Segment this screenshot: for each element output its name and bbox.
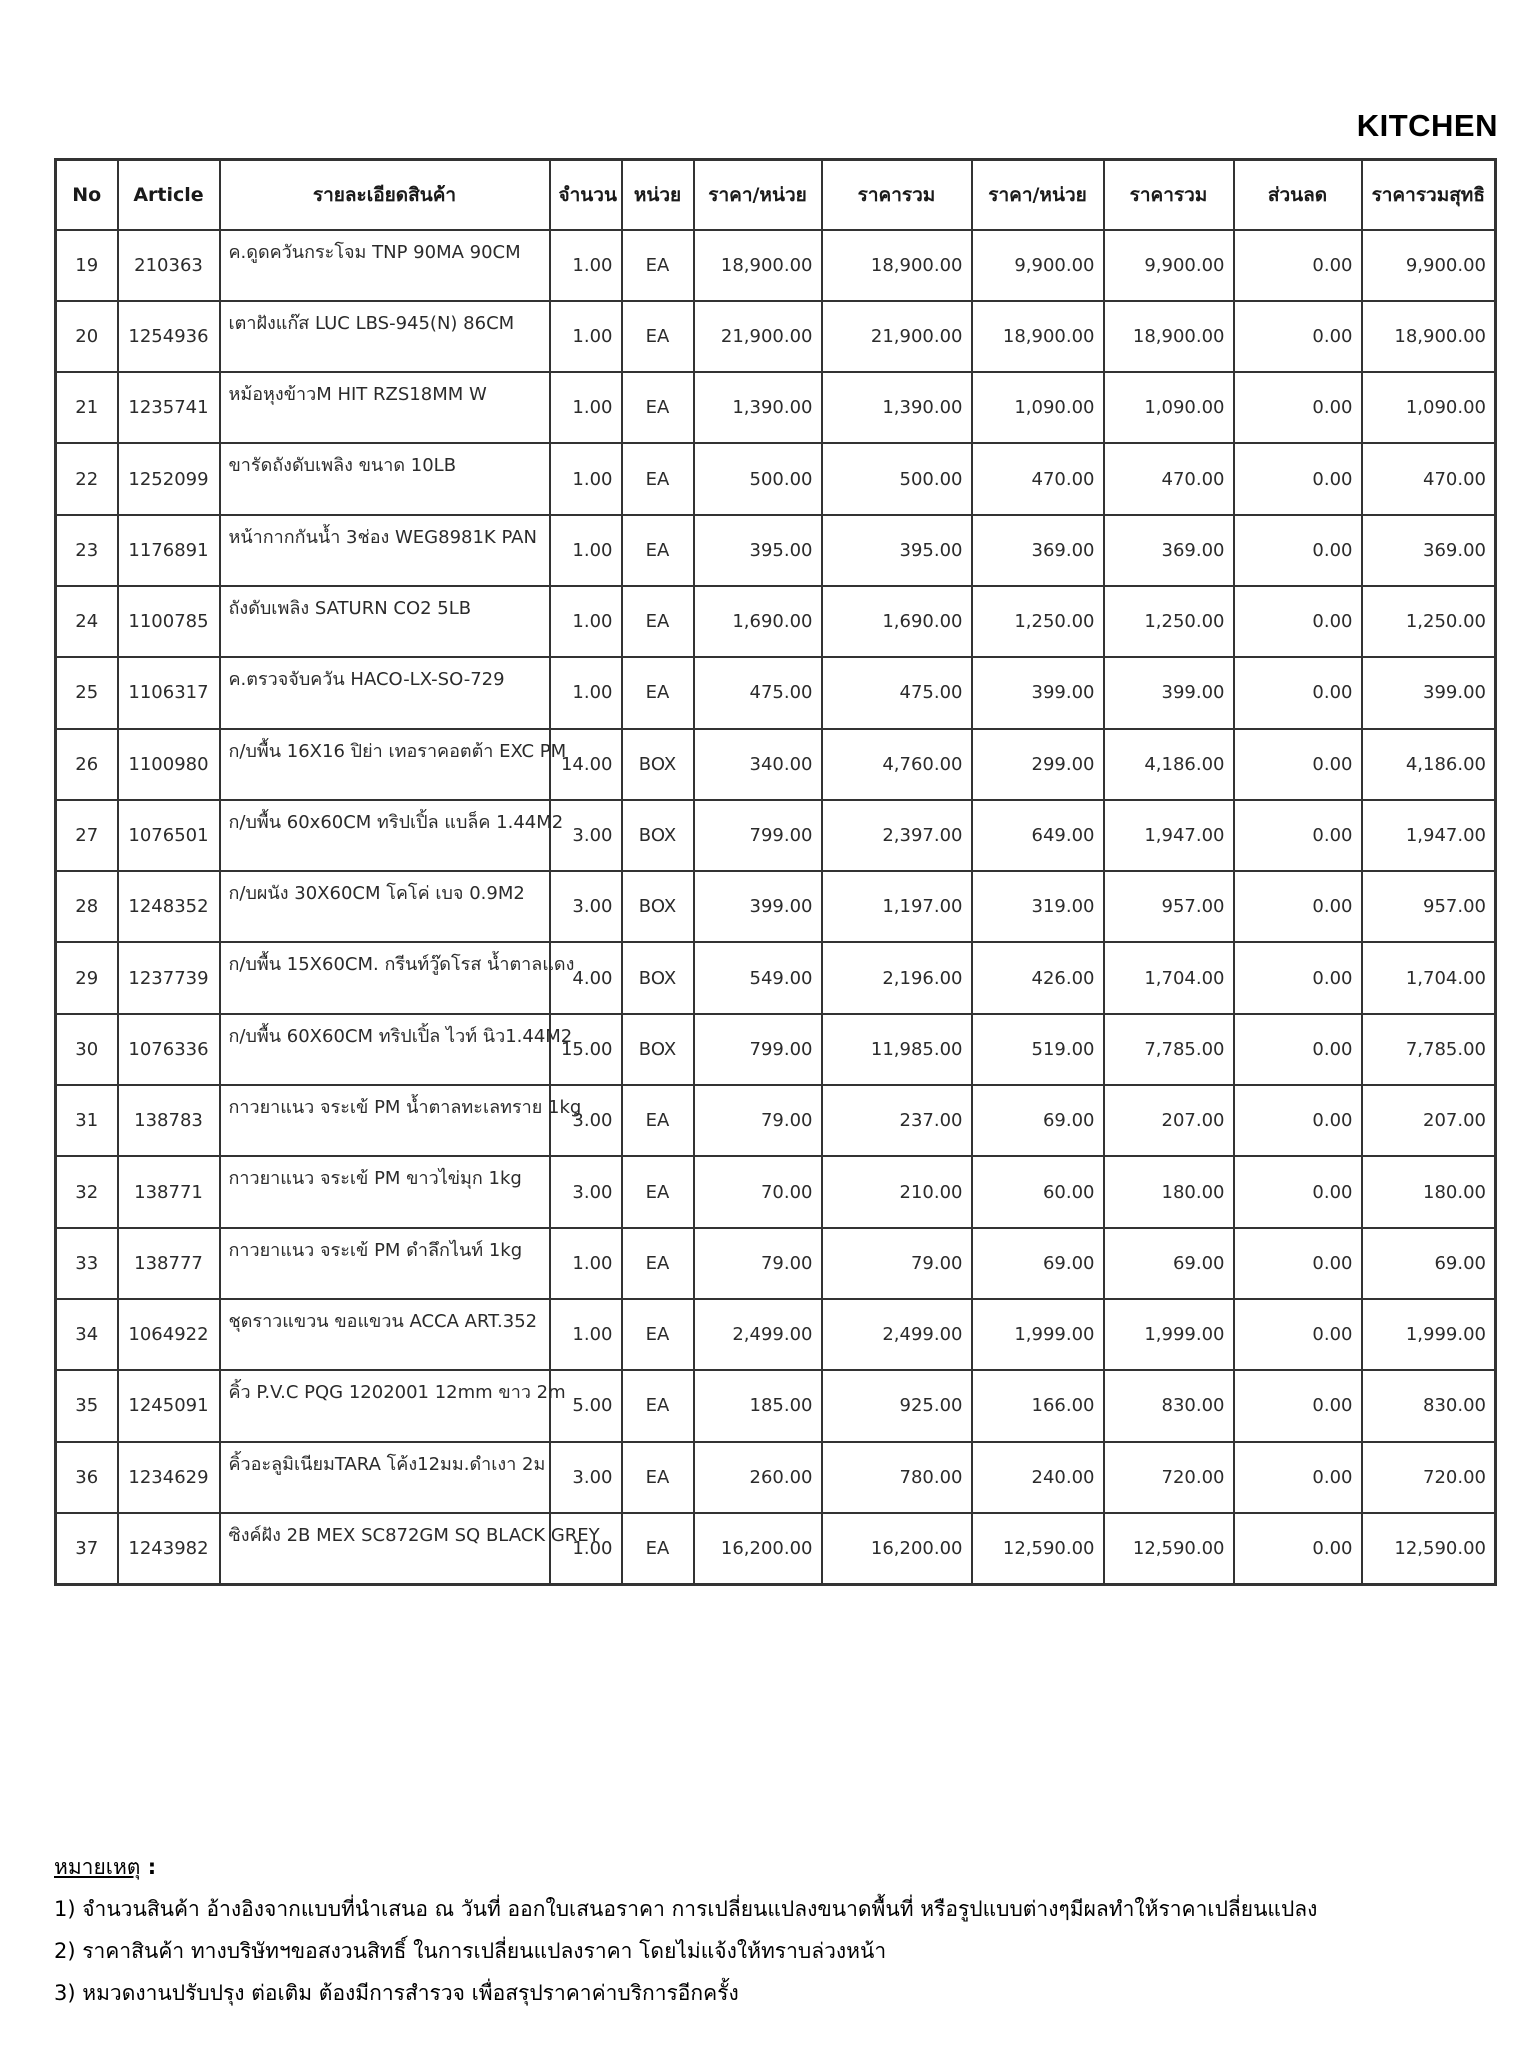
cell-unit: EA [622,515,694,586]
cell-net-total: 1,947.00 [1362,800,1496,871]
header-quantity: จำนวน [550,160,622,230]
cell-quantity: 1.00 [550,1513,622,1584]
cell-total: 500.00 [822,443,972,514]
cell-unit-price-2: 649.00 [972,800,1104,871]
cell-unit-price: 260.00 [694,1442,822,1513]
cell-total: 16,200.00 [822,1513,972,1584]
cell-total: 475.00 [822,657,972,728]
cell-total-2: 4,186.00 [1104,729,1234,800]
cell-net-total: 7,785.00 [1362,1014,1496,1085]
cell-discount: 0.00 [1234,1228,1362,1299]
table-row [56,729,1496,800]
cell-total: 21,900.00 [822,301,972,372]
cell-no: 29 [56,942,118,1013]
cell-net-total: 1,250.00 [1362,586,1496,657]
cell-no: 28 [56,871,118,942]
cell-unit: EA [622,443,694,514]
cell-total: 2,196.00 [822,942,972,1013]
cell-total: 79.00 [822,1228,972,1299]
cell-total-2: 1,704.00 [1104,942,1234,1013]
cell-unit: EA [622,301,694,372]
cell-unit: EA [622,1442,694,1513]
cell-unit-price-2: 60.00 [972,1156,1104,1227]
cell-article: 1176891 [118,515,220,586]
cell-description: ชุดราวแขวน ขอแขวน ACCA ART.352 [220,1299,550,1370]
cell-discount: 0.00 [1234,1513,1362,1584]
cell-net-total: 1,704.00 [1362,942,1496,1013]
cell-discount: 0.00 [1234,800,1362,871]
note-line-2: 2) ราคาสินค้า ทางบริษัทฯขอสงวนสิทธิ์ ในการเปลี่ยนแปลงราคา โดยไม่แจ้งให้ทราบล่วงหน้า [54,1939,887,1963]
table-row [56,230,1496,301]
cell-unit-price-2: 1,090.00 [972,372,1104,443]
cell-no: 32 [56,1156,118,1227]
cell-total: 11,985.00 [822,1014,972,1085]
cell-description: ซิงค์ฝัง 2B MEX SC872GM SQ BLACK GREY [220,1513,550,1584]
cell-quantity: 4.00 [550,942,622,1013]
cell-unit: EA [622,657,694,728]
cell-description: กาวยาแนว จระเข้ PM น้ำตาลทะเลทราย 1kg [220,1085,550,1156]
cell-discount: 0.00 [1234,942,1362,1013]
cell-unit: EA [622,1156,694,1227]
cell-total-2: 180.00 [1104,1156,1234,1227]
cell-net-total: 1,090.00 [1362,372,1496,443]
cell-unit-price-2: 470.00 [972,443,1104,514]
cell-unit: EA [622,1513,694,1584]
cell-description: คิ้ว P.V.C PQG 1202001 12mm ขาว 2m [220,1370,550,1441]
cell-net-total: 957.00 [1362,871,1496,942]
cell-article: 1064922 [118,1299,220,1370]
cell-quantity: 1.00 [550,657,622,728]
note-line-3: 3) หมวดงานปรับปรุง ต่อเติม ต้องมีการสำรวจ เพื่อสรุปราคาค่าบริการอีกครั้ง [54,1981,739,2005]
header-unit-price: ราคา/หน่วย [694,160,822,230]
cell-net-total: 830.00 [1362,1370,1496,1441]
table-row [56,1370,1496,1441]
cell-unit: EA [622,1370,694,1441]
cell-description: ก/บผนัง 30X60CM โคโค่ เบจ 0.9M2 [220,871,550,942]
cell-article: 1237739 [118,942,220,1013]
cell-net-total: 369.00 [1362,515,1496,586]
cell-total-2: 207.00 [1104,1085,1234,1156]
cell-total: 1,197.00 [822,871,972,942]
cell-discount: 0.00 [1234,301,1362,372]
cell-unit-price: 1,390.00 [694,372,822,443]
cell-description: กาวยาแนว จระเข้ PM ขาวไข่มุก 1kg [220,1156,550,1227]
cell-discount: 0.00 [1234,1442,1362,1513]
cell-net-total: 4,186.00 [1362,729,1496,800]
cell-unit-price: 1,690.00 [694,586,822,657]
cell-total-2: 720.00 [1104,1442,1234,1513]
table-row [56,800,1496,871]
cell-total: 395.00 [822,515,972,586]
cell-article: 1076336 [118,1014,220,1085]
cell-unit: EA [622,1085,694,1156]
cell-quantity: 5.00 [550,1370,622,1441]
cell-article: 1076501 [118,800,220,871]
cell-unit: BOX [622,871,694,942]
cell-discount: 0.00 [1234,1299,1362,1370]
cell-description: ก/บพื้น 16X16 ปิย่า เทอราคอตต้า EXC PM [220,729,550,800]
cell-quantity: 3.00 [550,1442,622,1513]
table-row [56,1228,1496,1299]
cell-no: 22 [56,443,118,514]
cell-unit-price-2: 240.00 [972,1442,1104,1513]
cell-no: 24 [56,586,118,657]
cell-article: 1234629 [118,1442,220,1513]
table-row [56,657,1496,728]
cell-discount: 0.00 [1234,729,1362,800]
cell-unit-price: 79.00 [694,1085,822,1156]
table-row [56,1442,1496,1513]
cell-article: 1100785 [118,586,220,657]
cell-article: 1100980 [118,729,220,800]
cell-total-2: 18,900.00 [1104,301,1234,372]
cell-discount: 0.00 [1234,1370,1362,1441]
table-row [56,871,1496,942]
cell-article: 138777 [118,1228,220,1299]
cell-unit-price: 70.00 [694,1156,822,1227]
cell-total-2: 9,900.00 [1104,230,1234,301]
cell-unit-price-2: 9,900.00 [972,230,1104,301]
cell-no: 37 [56,1513,118,1584]
cell-article: 1252099 [118,443,220,514]
cell-total-2: 369.00 [1104,515,1234,586]
cell-total-2: 830.00 [1104,1370,1234,1441]
cell-unit-price-2: 399.00 [972,657,1104,728]
table-row [56,301,1496,372]
cell-net-total: 1,999.00 [1362,1299,1496,1370]
cell-unit-price-2: 1,250.00 [972,586,1104,657]
cell-discount: 0.00 [1234,871,1362,942]
cell-unit-price-2: 18,900.00 [972,301,1104,372]
cell-total: 925.00 [822,1370,972,1441]
cell-quantity: 1.00 [550,515,622,586]
table-row [56,586,1496,657]
cell-unit-price: 549.00 [694,942,822,1013]
cell-no: 26 [56,729,118,800]
cell-quantity: 1.00 [550,443,622,514]
cell-unit: EA [622,1299,694,1370]
items-table [54,158,1497,1586]
cell-quantity: 1.00 [550,372,622,443]
cell-total-2: 1,250.00 [1104,586,1234,657]
cell-total: 4,760.00 [822,729,972,800]
cell-no: 31 [56,1085,118,1156]
cell-unit: BOX [622,1014,694,1085]
header-description: รายละเอียดสินค้า [220,160,550,230]
cell-total-2: 7,785.00 [1104,1014,1234,1085]
cell-total: 2,397.00 [822,800,972,871]
cell-discount: 0.00 [1234,586,1362,657]
table-row [56,1014,1496,1085]
cell-total-2: 1,999.00 [1104,1299,1234,1370]
cell-discount: 0.00 [1234,1156,1362,1227]
cell-no: 20 [56,301,118,372]
cell-article: 1254936 [118,301,220,372]
cell-total-2: 12,590.00 [1104,1513,1234,1584]
cell-unit-price-2: 69.00 [972,1228,1104,1299]
cell-unit: EA [622,586,694,657]
cell-unit-price: 799.00 [694,800,822,871]
cell-no: 33 [56,1228,118,1299]
cell-quantity: 1.00 [550,586,622,657]
cell-quantity: 14.00 [550,729,622,800]
cell-unit-price: 185.00 [694,1370,822,1441]
cell-description: กาวยาแนว จระเข้ PM ดำลึกไนท์ 1kg [220,1228,550,1299]
cell-total-2: 1,947.00 [1104,800,1234,871]
cell-discount: 0.00 [1234,443,1362,514]
cell-no: 27 [56,800,118,871]
cell-no: 25 [56,657,118,728]
cell-description: ขารัดถังดับเพลิง ขนาด 10LB [220,443,550,514]
cell-no: 30 [56,1014,118,1085]
cell-unit-price: 2,499.00 [694,1299,822,1370]
cell-description: คิ้วอะลูมิเนียมTARA โค้ง12มม.ดำเงา 2ม [220,1442,550,1513]
header-discount: ส่วนลด [1234,160,1362,230]
cell-unit-price: 79.00 [694,1228,822,1299]
header-net-total: ราคารวมสุทธิ [1362,160,1496,230]
cell-total-2: 470.00 [1104,443,1234,514]
cell-total: 1,690.00 [822,586,972,657]
cell-no: 19 [56,230,118,301]
cell-total-2: 399.00 [1104,657,1234,728]
cell-total: 210.00 [822,1156,972,1227]
cell-description: ถังดับเพลิง SATURN CO2 5LB [220,586,550,657]
cell-unit-price-2: 369.00 [972,515,1104,586]
table-header-row [56,160,1496,230]
cell-unit-price: 395.00 [694,515,822,586]
note-line-1: 1) จำนวนสินค้า อ้างอิงจากแบบที่นำเสนอ ณ วันที่ ออกใบเสนอราคา การเปลี่ยนแปลงขนาดพื้นที่ หรือรูปแบบต่างๆมีผลทำให้ราคาเปลี่ยนแปลง [54,1897,1318,1921]
cell-description: ค.ดูดควันกระโจม TNP 90MA 90CM [220,230,550,301]
header-total-2: ราคารวม [1104,160,1234,230]
cell-no: 35 [56,1370,118,1441]
cell-unit-price: 475.00 [694,657,822,728]
cell-total: 237.00 [822,1085,972,1156]
cell-discount: 0.00 [1234,1014,1362,1085]
cell-quantity: 1.00 [550,301,622,372]
cell-unit-price-2: 12,590.00 [972,1513,1104,1584]
cell-unit-price: 18,900.00 [694,230,822,301]
cell-unit-price: 16,200.00 [694,1513,822,1584]
table-row [56,1299,1496,1370]
cell-article: 1245091 [118,1370,220,1441]
cell-discount: 0.00 [1234,1085,1362,1156]
cell-net-total: 470.00 [1362,443,1496,514]
notes-section [54,1846,1494,2014]
cell-description: หม้อหุงข้าวM HIT RZS18MM W [220,372,550,443]
section-title: KITCHEN [1356,108,1498,143]
cell-no: 34 [56,1299,118,1370]
cell-unit-price-2: 166.00 [972,1370,1104,1441]
cell-net-total: 720.00 [1362,1442,1496,1513]
cell-quantity: 3.00 [550,1156,622,1227]
cell-unit: BOX [622,942,694,1013]
cell-description: ค.ตรวจจับควัน HACO-LX-SO-729 [220,657,550,728]
table-row [56,372,1496,443]
cell-quantity: 1.00 [550,230,622,301]
cell-description: ก/บพื้น 60X60CM ทริปเปิ้ล ไวท์ นิว1.44M2 [220,1014,550,1085]
table-row [56,515,1496,586]
cell-description: เตาฝังแก๊ส LUC LBS-945(N) 86CM [220,301,550,372]
cell-quantity: 1.00 [550,1299,622,1370]
cell-article: 138783 [118,1085,220,1156]
cell-unit: EA [622,230,694,301]
cell-unit-price-2: 299.00 [972,729,1104,800]
cell-total-2: 1,090.00 [1104,372,1234,443]
cell-unit-price-2: 519.00 [972,1014,1104,1085]
cell-net-total: 9,900.00 [1362,230,1496,301]
notes-heading: หมายเหตุ : [54,1855,157,1879]
cell-description: หน้ากากกันน้ำ 3ช่อง WEG8981K PAN [220,515,550,586]
cell-article: 1235741 [118,372,220,443]
cell-net-total: 69.00 [1362,1228,1496,1299]
cell-unit-price: 340.00 [694,729,822,800]
cell-net-total: 207.00 [1362,1085,1496,1156]
header-no: No [56,160,118,230]
cell-article: 1243982 [118,1513,220,1584]
cell-no: 21 [56,372,118,443]
cell-description: ก/บพื้น 15X60CM. กรีนท์วู๊ดโรส น้ำตาลแดง [220,942,550,1013]
cell-quantity: 3.00 [550,800,622,871]
cell-total-2: 957.00 [1104,871,1234,942]
cell-unit-price: 500.00 [694,443,822,514]
cell-total: 18,900.00 [822,230,972,301]
cell-unit: BOX [622,729,694,800]
table-row [56,1513,1496,1584]
cell-unit-price: 799.00 [694,1014,822,1085]
cell-quantity: 3.00 [550,871,622,942]
cell-description: ก/บพื้น 60x60CM ทริปเปิ้ล แบล็ค 1.44M2 [220,800,550,871]
header-article: Article [118,160,220,230]
cell-discount: 0.00 [1234,515,1362,586]
cell-discount: 0.00 [1234,657,1362,728]
cell-net-total: 12,590.00 [1362,1513,1496,1584]
cell-total: 2,499.00 [822,1299,972,1370]
cell-article: 1106317 [118,657,220,728]
cell-quantity: 15.00 [550,1014,622,1085]
cell-unit-price: 399.00 [694,871,822,942]
cell-quantity: 1.00 [550,1228,622,1299]
table-row [56,1156,1496,1227]
cell-total: 1,390.00 [822,372,972,443]
cell-total: 780.00 [822,1442,972,1513]
header-unit-price-2: ราคา/หน่วย [972,160,1104,230]
cell-unit: EA [622,1228,694,1299]
cell-unit-price-2: 319.00 [972,871,1104,942]
cell-net-total: 180.00 [1362,1156,1496,1227]
table-row [56,443,1496,514]
cell-article: 138771 [118,1156,220,1227]
cell-no: 36 [56,1442,118,1513]
cell-net-total: 18,900.00 [1362,301,1496,372]
cell-discount: 0.00 [1234,230,1362,301]
header-unit: หน่วย [622,160,694,230]
cell-unit: BOX [622,800,694,871]
cell-unit-price: 21,900.00 [694,301,822,372]
cell-total-2: 69.00 [1104,1228,1234,1299]
cell-unit-price-2: 1,999.00 [972,1299,1104,1370]
cell-no: 23 [56,515,118,586]
cell-net-total: 399.00 [1362,657,1496,728]
cell-article: 210363 [118,230,220,301]
cell-unit: EA [622,372,694,443]
cell-quantity: 3.00 [550,1085,622,1156]
header-total: ราคารวม [822,160,972,230]
table-row [56,942,1496,1013]
table-row [56,1085,1496,1156]
cell-unit-price-2: 426.00 [972,942,1104,1013]
cell-article: 1248352 [118,871,220,942]
cell-unit-price-2: 69.00 [972,1085,1104,1156]
cell-discount: 0.00 [1234,372,1362,443]
